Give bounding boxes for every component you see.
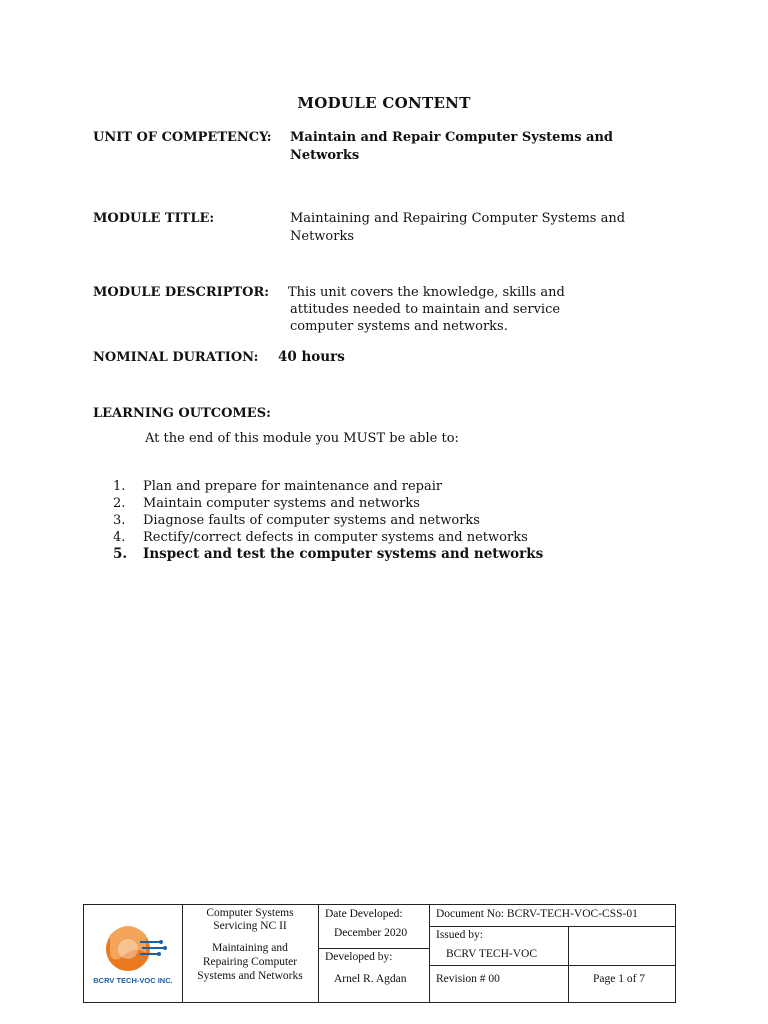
module-descriptor-label: MODULE DESCRIPTOR: bbox=[93, 285, 270, 300]
module-name-line1: Maintaining and bbox=[212, 942, 288, 954]
list-item bbox=[113, 495, 543, 512]
document-footer-table bbox=[83, 904, 676, 1003]
learning-outcomes-label: LEARNING OUTCOMES: bbox=[93, 406, 271, 421]
issued-by-value: BCRV TECH-VOC bbox=[446, 948, 537, 960]
learning-outcomes-list bbox=[113, 478, 543, 563]
nominal-duration-value: 40 hours bbox=[278, 349, 345, 365]
course-name-line2: Servicing NC II bbox=[213, 920, 287, 932]
developed-by-label: Developed by: bbox=[325, 951, 393, 963]
issued-by-label: Issued by: bbox=[436, 929, 483, 941]
list-item bbox=[113, 478, 543, 495]
list-item-number: 3. bbox=[113, 513, 126, 528]
nominal-duration-label: NOMINAL DURATION: bbox=[93, 350, 259, 365]
module-name-line3: Systems and Networks bbox=[197, 970, 303, 982]
developed-by-value: Arnel R. Agdan bbox=[334, 973, 407, 985]
date-developed-value: December 2020 bbox=[334, 927, 408, 939]
module-descriptor-line1: This unit covers the knowledge, skills and bbox=[288, 285, 565, 300]
unit-of-competency-line2: Networks bbox=[290, 148, 360, 163]
list-item-text: Plan and prepare for maintenance and repair bbox=[143, 479, 443, 494]
revision-number: Revision # 00 bbox=[436, 973, 500, 985]
page-title: MODULE CONTENT bbox=[297, 94, 471, 112]
document-number: Document No: BCRV-TECH-VOC-CSS-01 bbox=[436, 908, 638, 920]
learning-outcomes-intro: At the end of this module you MUST be able to: bbox=[145, 431, 459, 446]
module-descriptor-line3: computer systems and networks. bbox=[290, 319, 508, 334]
module-title-label: MODULE TITLE: bbox=[93, 211, 215, 226]
page-number: Page 1 of 7 bbox=[593, 973, 646, 985]
course-name-line1: Computer Systems bbox=[206, 907, 294, 919]
list-item-number: 5. bbox=[113, 546, 128, 562]
list-item bbox=[113, 512, 543, 529]
module-name-line2: Repairing Computer bbox=[202, 956, 298, 968]
list-item-text: Inspect and test the computer systems and networks bbox=[143, 546, 544, 562]
list-item-number: 2. bbox=[113, 496, 126, 511]
list-item bbox=[113, 529, 543, 546]
module-title-line1: Maintaining and Repairing Computer Systems and bbox=[290, 211, 626, 226]
list-item-number: 4. bbox=[113, 530, 126, 545]
list-item-text: Diagnose faults of computer systems and networks bbox=[143, 513, 480, 528]
company-logo bbox=[84, 905, 182, 1002]
list-item-number: 1. bbox=[113, 479, 126, 494]
module-descriptor-line2: attitudes needed to maintain and service bbox=[290, 302, 561, 317]
logo-icon bbox=[84, 905, 182, 1002]
date-developed-label: Date Developed: bbox=[325, 908, 403, 920]
list-item-text: Maintain computer systems and networks bbox=[143, 496, 420, 511]
unit-of-competency-line1: Maintain and Repair Computer Systems and bbox=[290, 130, 614, 145]
list-item bbox=[113, 546, 543, 563]
unit-of-competency-label: UNIT OF COMPETENCY: bbox=[93, 130, 272, 145]
logo-text: BCRV TECH-VOC INC. bbox=[93, 976, 173, 985]
module-title-line2: Networks bbox=[290, 229, 355, 244]
list-item-text: Rectify/correct defects in computer systems and networks bbox=[143, 530, 528, 545]
